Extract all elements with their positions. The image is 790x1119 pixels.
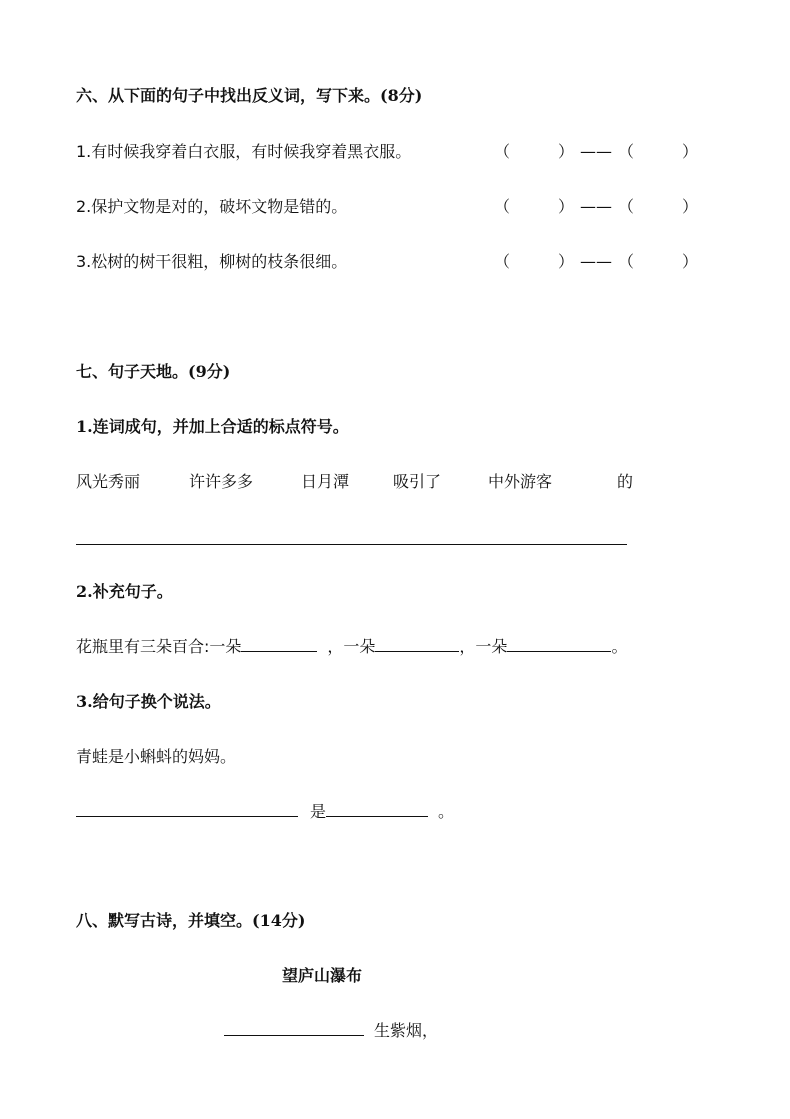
q3-rewrite — [76, 802, 454, 822]
word-4: 吸引了 — [393, 472, 442, 491]
close-paren: ） — [558, 142, 575, 161]
q3-sentence: 青蛙是小蝌蚪的妈妈。 — [76, 747, 237, 766]
section-7-title: 七、句子天地。(9分) — [76, 362, 231, 381]
antonym-answer-1 — [494, 142, 698, 162]
fill-blank-3[interactable] — [507, 637, 611, 652]
antonym-question-1: 1.有时候我穿着白衣服，有时候我穿着黑衣服。 — [76, 142, 412, 161]
q3-end: 。 — [438, 802, 455, 821]
q2-title: 2.补充句子。 — [76, 582, 173, 601]
q1-title: 1.连词成句，并加上合适的标点符号。 — [76, 417, 349, 436]
poem-blank-1[interactable] — [224, 1021, 364, 1036]
word-3: 日月潭 — [301, 472, 350, 491]
rewrite-blank-1[interactable] — [76, 802, 298, 817]
section-6-title: 六、从下面的句子中找出反义词，写下来。(8分) — [76, 86, 423, 105]
word-6: 的 — [617, 472, 634, 491]
dash: —— — [580, 142, 613, 161]
open-paren: （ — [618, 252, 635, 271]
rewrite-blank-2[interactable] — [326, 802, 428, 817]
fill-blank-1[interactable] — [241, 637, 317, 652]
section-8-title: 八、默写古诗，并填空。(14分) — [76, 911, 306, 930]
poem-line-1 — [224, 1021, 438, 1041]
answer-line[interactable] — [76, 544, 627, 545]
q3-title: 3.给句子换个说法。 — [76, 692, 221, 711]
dash: —— — [580, 197, 613, 216]
close-paren: ） — [558, 197, 575, 216]
poem-title: 望庐山瀑布 — [282, 966, 363, 985]
open-paren: （ — [494, 197, 511, 216]
antonym-question-2: 2.保护文物是对的，破坏文物是错的。 — [76, 197, 348, 216]
word-5: 中外游客 — [488, 472, 553, 491]
fill-blank-2[interactable] — [375, 637, 459, 652]
close-paren: ） — [682, 252, 699, 271]
q2-part-1: 花瓶里有三朵百合:一朵 — [76, 637, 242, 656]
close-paren: ） — [682, 142, 699, 161]
close-paren: ） — [558, 252, 575, 271]
open-paren: （ — [494, 252, 511, 271]
word-1: 风光秀丽 — [76, 472, 141, 491]
antonym-question-3: 3.松树的树干很粗，柳树的枝条很细。 — [76, 252, 348, 271]
open-paren: （ — [618, 197, 635, 216]
open-paren: （ — [494, 142, 511, 161]
open-paren: （ — [618, 142, 635, 161]
q2-part-4: 。 — [611, 637, 628, 656]
word-2: 许许多多 — [189, 472, 254, 491]
q2-part-3: ，一朵 — [459, 637, 508, 656]
q2-part-2: ，一朵 — [327, 637, 376, 656]
dash: —— — [580, 252, 613, 271]
antonym-answer-3 — [494, 252, 698, 272]
poem-line-1-tail: 生紫烟， — [374, 1021, 439, 1040]
close-paren: ） — [682, 197, 699, 216]
q2-sentence — [76, 637, 627, 657]
q3-middle: 是 — [310, 802, 327, 821]
antonym-answer-2 — [494, 197, 698, 217]
